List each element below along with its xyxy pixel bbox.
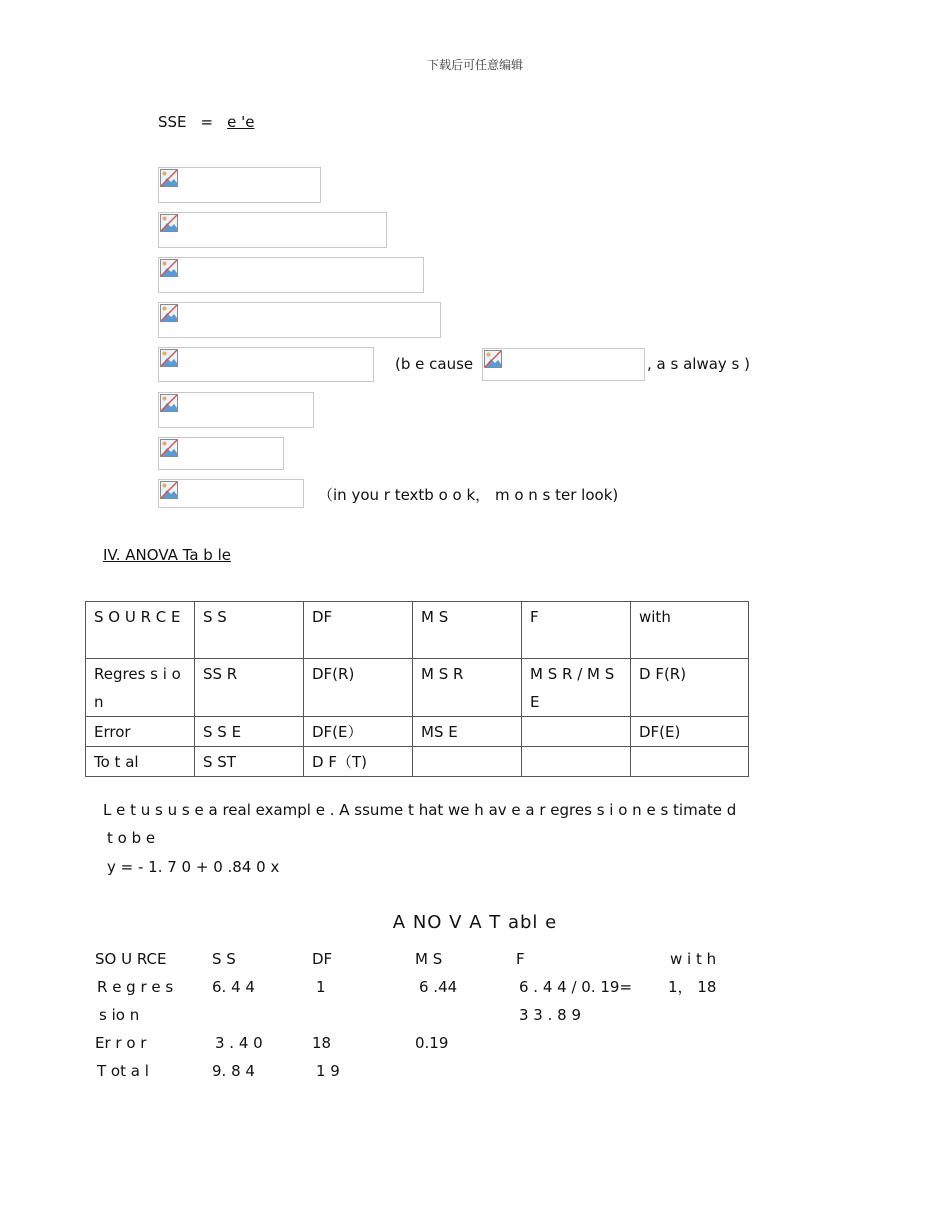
broken-image-icon bbox=[160, 439, 178, 457]
section-heading: IV. ANOVA Ta b le bbox=[103, 546, 231, 564]
table-cell: 3 . 4 0 bbox=[215, 1034, 263, 1052]
table-cell: S S bbox=[212, 950, 236, 968]
table-cell: M S bbox=[413, 602, 522, 659]
equation-image-4 bbox=[158, 302, 441, 338]
table-cell: 0.19 bbox=[415, 1034, 449, 1052]
table-cell: M S R bbox=[413, 659, 522, 717]
table-row bbox=[86, 717, 749, 747]
table-cell: DF bbox=[312, 950, 333, 968]
table-cell: 3 3 . 8 9 bbox=[519, 1006, 582, 1024]
table-cell: R e g r e s bbox=[97, 978, 174, 996]
table-cell: s io n bbox=[99, 1006, 140, 1024]
table-cell: M S R / M S E bbox=[522, 659, 631, 717]
broken-image-icon bbox=[160, 214, 178, 232]
table-cell: DF bbox=[304, 602, 413, 659]
equation-image-8 bbox=[158, 479, 304, 508]
broken-image-icon bbox=[160, 349, 178, 367]
table-cell: 1 bbox=[316, 978, 326, 996]
inline-equation-image bbox=[482, 348, 645, 381]
table-cell: DF(R) bbox=[304, 659, 413, 717]
table-cell: S ST bbox=[195, 747, 304, 777]
table-cell: F bbox=[522, 602, 631, 659]
table-cell: 6 . 4 4 / 0. 19= bbox=[519, 978, 633, 996]
broken-image-icon bbox=[160, 304, 178, 322]
table-row bbox=[86, 659, 749, 717]
table-cell: D F（T) bbox=[304, 747, 413, 777]
table-cell: 6. 4 4 bbox=[212, 978, 255, 996]
table-cell: DF(E） bbox=[304, 717, 413, 747]
table-cell: M S bbox=[415, 950, 443, 968]
table-cell: MS E bbox=[413, 717, 522, 747]
sse-rhs: e 'e bbox=[227, 113, 255, 131]
broken-image-icon bbox=[160, 169, 178, 187]
table-cell: S S E bbox=[195, 717, 304, 747]
textbook-note: （in you r textb o o k， m o n s ter look) bbox=[318, 486, 619, 504]
table-cell: with bbox=[631, 602, 749, 659]
anova-table-title: A NO V A T abl e bbox=[392, 912, 558, 933]
sse-formula bbox=[158, 113, 254, 131]
page-header: 下载后可任意编辑 bbox=[426, 58, 523, 72]
table-row bbox=[86, 747, 749, 777]
table-cell: S O U R C E bbox=[86, 602, 195, 659]
sse-lhs: SSE bbox=[158, 113, 187, 131]
table-cell: 1 9 bbox=[316, 1062, 340, 1080]
table-cell: Regres s i o n bbox=[86, 659, 195, 717]
example-paragraph-line-1: L e t u s u s e a real exampl e . A ssume t hat we h av e a r egres s i o n e s timate d bbox=[103, 801, 737, 819]
table-cell: F bbox=[516, 950, 525, 968]
table-cell: 18 bbox=[312, 1034, 332, 1052]
table-cell: Error bbox=[86, 717, 195, 747]
table-cell: S S bbox=[195, 602, 304, 659]
table-cell: SO U RCE bbox=[95, 950, 167, 968]
equation-image-3 bbox=[158, 257, 424, 293]
equation-image-7 bbox=[158, 437, 284, 470]
example-paragraph-line-2: t o b e bbox=[107, 829, 156, 847]
broken-image-icon bbox=[160, 259, 178, 277]
table-cell: w i t h bbox=[670, 950, 717, 968]
because-note: (b e cause bbox=[395, 355, 474, 373]
table-cell: T ot a l bbox=[97, 1062, 149, 1080]
regression-equation: y = - 1. 7 0 + 0 .84 0 x bbox=[107, 858, 280, 876]
equation-image-6 bbox=[158, 392, 314, 428]
always-note: , a s alway s ) bbox=[647, 355, 750, 373]
equation-image-1 bbox=[158, 167, 321, 203]
equation-image-5 bbox=[158, 347, 374, 382]
broken-image-icon bbox=[484, 350, 502, 368]
equation-image-2 bbox=[158, 212, 387, 248]
sse-equals: = bbox=[200, 113, 214, 131]
table-cell bbox=[522, 747, 631, 777]
table-header-row bbox=[86, 602, 749, 659]
table-cell bbox=[522, 717, 631, 747]
table-cell: DF(E) bbox=[631, 717, 749, 747]
table-cell bbox=[413, 747, 522, 777]
table-cell: To t al bbox=[86, 747, 195, 777]
anova-definition-table bbox=[85, 601, 749, 777]
table-cell: 6 .44 bbox=[419, 978, 458, 996]
table-cell: 1， 18 bbox=[668, 978, 717, 996]
table-cell: Er r o r bbox=[95, 1034, 147, 1052]
broken-image-icon bbox=[160, 394, 178, 412]
broken-image-icon bbox=[160, 481, 178, 499]
table-cell: SS R bbox=[195, 659, 304, 717]
table-cell: D F(R) bbox=[631, 659, 749, 717]
table-cell bbox=[631, 747, 749, 777]
table-cell: 9. 8 4 bbox=[212, 1062, 255, 1080]
